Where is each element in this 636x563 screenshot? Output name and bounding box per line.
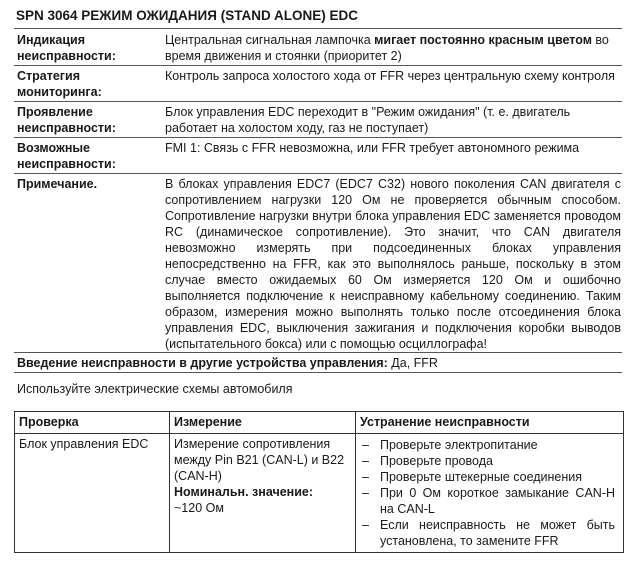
possible-value: FMI 1: Связь с FFR невозможна, или FFR требует автономного режима — [165, 141, 580, 155]
table-row — [15, 434, 624, 553]
indication-value-prefix: Центральная сигнальная лампочка — [165, 33, 375, 47]
indication-value — [165, 32, 621, 64]
fix-item: – При 0 Ом короткое замыкание CAN-H на CAN-L — [362, 485, 615, 517]
usage-text: Используйте электрические схемы автомобиля — [17, 382, 293, 396]
cell-check: Блок управления EDC — [15, 434, 170, 553]
divider-strategy — [14, 101, 622, 102]
divider-possible — [14, 173, 622, 174]
fix-item: – Если неисправность не может быть установлена, то замените FFR — [362, 517, 615, 549]
indication-value-bold: мигает постоянно красным цветом — [374, 33, 592, 47]
fix-item: – Проверьте штекерные соединения — [362, 469, 615, 485]
note-value: В блоках управления EDC7 (EDC7 C32) нового поколения CAN двигателя с сопротивлением нагрузки 120 Ом не проверяется обычным способом. Сопротивление нагрузки внутри блока управления EDC заменяется проводом RC (динамическое сопротивление). Это значит, что CAN двигателя невозможно измерять при подсоединенных блоках управления непосредственно на FFR, как это выполнялось раньше, поскольку в этом случае вместо ожидаемых 60 Ом измеряется 120 Ом и ошибочно выполняется подключение к неисправному кабельному соединению. Таким образом, измерения можно выполнять только после отсоединения блока управления EDC, выключения зажигания и подключения коробки выводов (испытательного бокса) или с помощью осциллографа! — [165, 177, 621, 351]
cell-fix — [356, 434, 624, 553]
col-header-check: Проверка — [15, 412, 170, 434]
divider-introduction — [14, 372, 622, 373]
divider-note — [14, 352, 622, 353]
indication-label: Индикация неисправности: — [17, 33, 116, 63]
page-title: SPN 3064 РЕЖИМ ОЖИДАНИЯ (STAND ALONE) EDC — [16, 8, 358, 23]
nominal-label: Номинальн. значение: — [174, 485, 314, 499]
introduction — [17, 355, 438, 371]
measurement-text: Измерение сопротивления между Pin B21 (CAN-L) и B22 (CAN-H) — [174, 437, 345, 483]
col-header-measurement: Измерение — [170, 412, 356, 434]
col-header-fix: Устранение неисправности — [356, 412, 624, 434]
strategy-label: Стратегия мониторинга: — [17, 69, 102, 99]
check-table — [14, 411, 624, 553]
divider-manifestation — [14, 137, 622, 138]
title-divider — [14, 28, 622, 29]
manifestation-value: Блок управления EDC переходит в "Режим ожидания" (т. е. двигатель работает на холостом ходу, газ не поступает) — [165, 105, 571, 135]
introduction-label: Введение неисправности в другие устройства управления: — [17, 356, 388, 370]
introduction-value: Да, FFR — [387, 356, 438, 370]
indication-value-suffix: во время движения и стоянки (приоритет 2) — [165, 33, 609, 63]
fix-list — [362, 437, 615, 549]
fix-item: – Проверьте электропитание — [362, 437, 615, 453]
cell-measurement — [170, 434, 356, 553]
manifestation-label: Проявление неисправности: — [17, 105, 116, 135]
possible-label: Возможные неисправности: — [17, 141, 116, 171]
note-label: Примечание. — [17, 177, 98, 191]
table-header-row — [15, 412, 624, 434]
fix-item: – Проверьте провода — [362, 453, 615, 469]
nominal-value: ~120 Ом — [174, 501, 224, 515]
strategy-value: Контроль запроса холостого хода от FFR через центральную схему контроля — [165, 69, 615, 83]
divider-indication — [14, 65, 622, 66]
